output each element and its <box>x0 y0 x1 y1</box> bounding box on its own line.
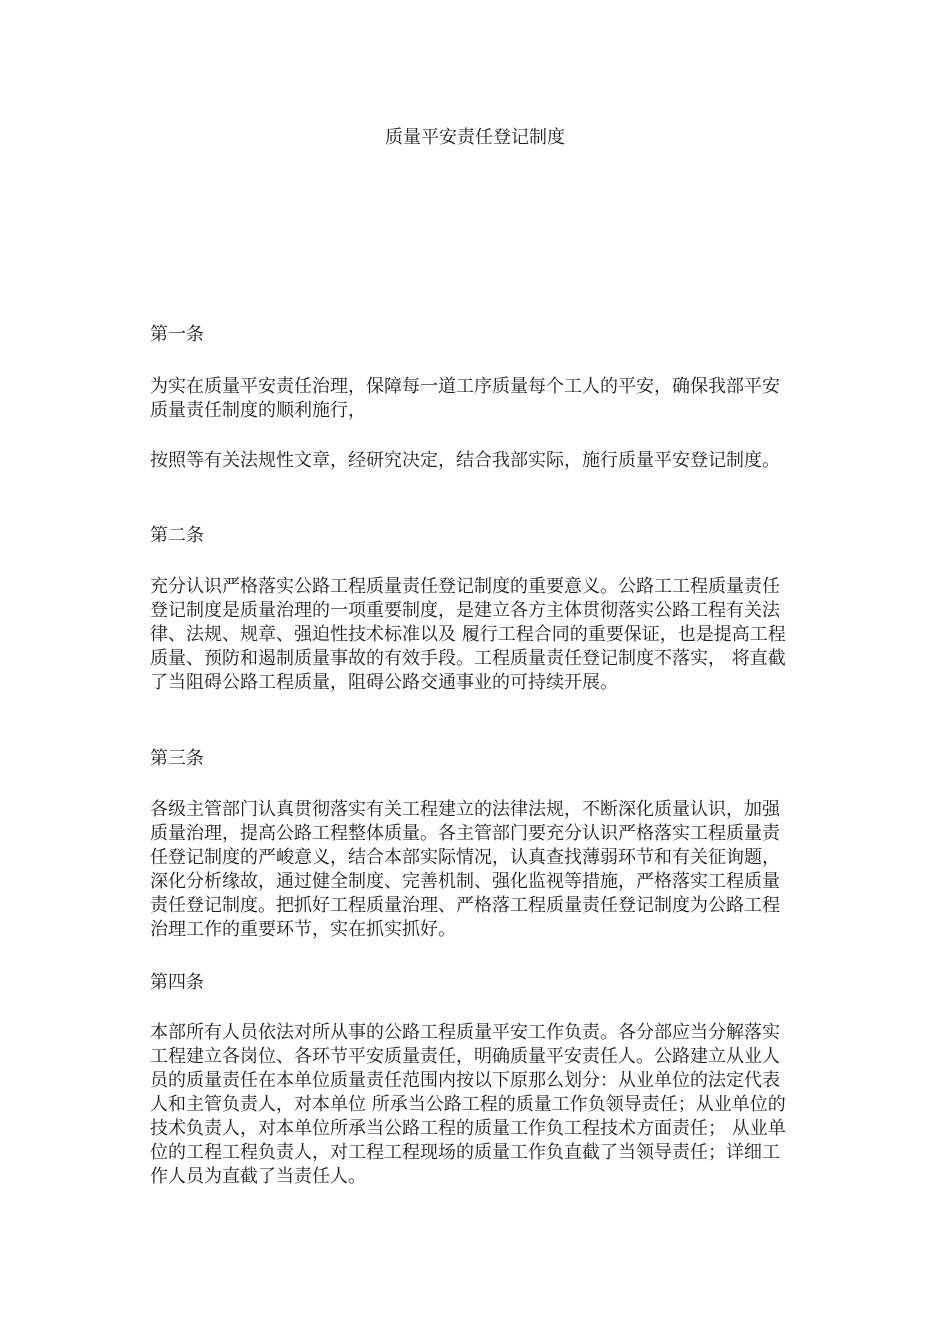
section-heading-4: 第四条 <box>150 972 204 993</box>
document-title: 质量平安责任登记制度 <box>385 127 565 148</box>
section-heading-1: 第一条 <box>150 324 204 345</box>
section-1-paragraph-2: 按照等有关法规性文章，经研究决定，结合我部实际，施行质量平安登记制度。 <box>150 450 780 471</box>
section-1-paragraph-1: 为实在质量平安责任治理，保障每一道工序质量每个工人的平安，确保我部平安质量责任制度的顺利施行， <box>150 376 780 421</box>
section-3-paragraph-1: 各级主管部门认真贯彻落实有关工程建立的法律法规，不断深化质量认识，加强质量治理，提高公路工程整体质量。各主管部门要充分认识严格落实工程质量责任登记制度的严峻意义，结合本部实际情况，认真查找薄弱环节和有关征询题，深化分析缘故，通过健全制度、完善机制、强化监视等措施，严格落实工程质量责任登记制度。把抓好工程质量治理、严格落工程质量责任登记制度为公路工程治理工作的重要环节，实在抓实抓好。 <box>150 799 780 940</box>
section-heading-3: 第三条 <box>150 748 204 769</box>
section-4-paragraph-1: 本部所有人员依法对所从事的公路工程质量平安工作负责。各分部应当分解落实工程建立各岗位、各环节平安质量责任，明确质量平安责任人。公路建立从业人员的质量责任在本单位质量责任范围内按以下原那么划分：从业单位的法定代表人和主管负责人，对本单位 所承当公路工程的质量工作负领导责任；从业单位的技术负责人，对本单位所承当公路工程的质量工作负工程技术方面责任； 从业单位的工程工程负责人，对工程工程现场的质量工作负直截了当领导责任；详细工作人员为直截了当责任人。 <box>150 1022 786 1187</box>
section-2-paragraph-1: 充分认识严格落实公路工程质量责任登记制度的重要意义。公路工工程质量责任登记制度是质量治理的一项重要制度，是建立各方主体贯彻落实公路工程有关法律、法规、规章、强迫性技术标准以及 履行工程合同的重要保证，也是提高工程质量、预防和遏制质量事故的有效手段。工程质量责任登记制度不落实， 将直截了当阻碍公路工程质量，阻碍公路交通事业的可持续开展。 <box>150 576 786 693</box>
section-heading-2: 第二条 <box>150 525 204 546</box>
